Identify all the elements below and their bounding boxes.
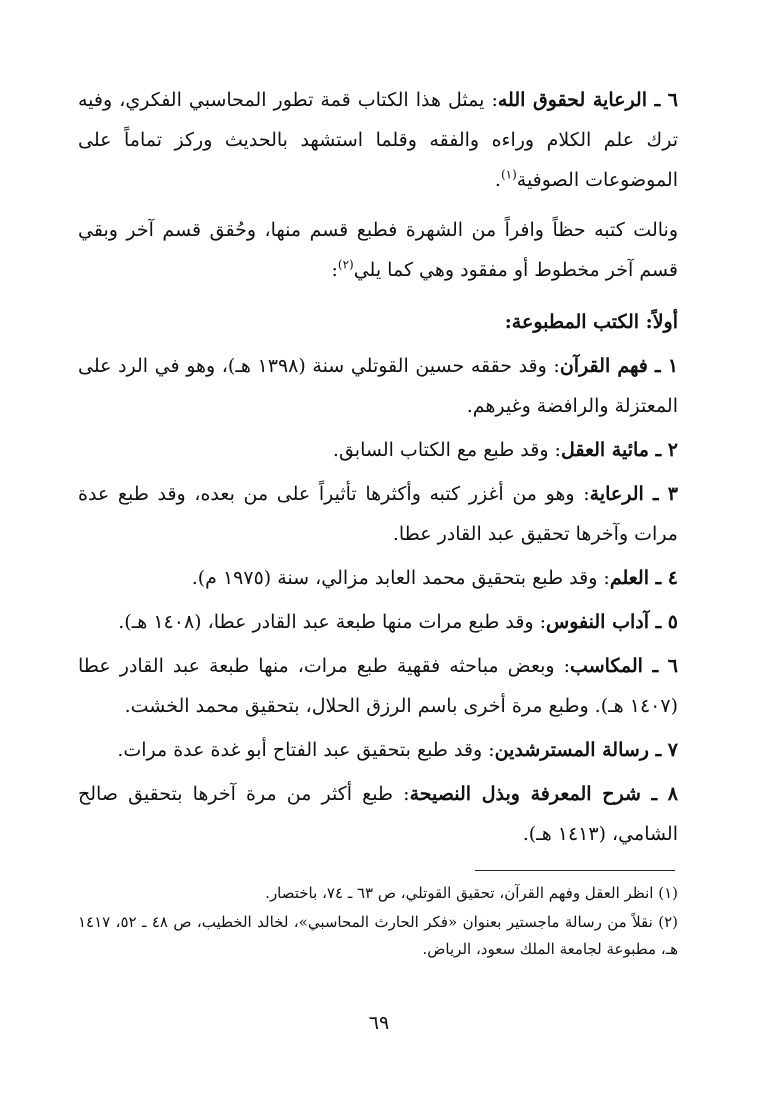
item-text: : وقد طبع بتحقيق محمد العابد مزالي، سنة (١٩٧٥ م). [191,567,610,589]
item-title: ٢ ـ مائية العقل [560,439,678,461]
item-title: ١ ـ فهم القرآن [559,355,679,377]
intro-text-2: ونالت كتبه حظاً وافراً من الشهرة فطبع قسم منها، وحُقق قسم آخر وبقي قسم آخر مخطوط أو مفقود وهي كما يلي [78,219,678,281]
item-text: : وقد طبع بتحقيق عبد الفتاح أبو غدة عدة مرات. [117,739,495,761]
list-item [78,730,678,770]
list-item [78,774,678,854]
footnote-ref-2[interactable]: (٢) [337,257,354,272]
intro-text: : يمثل هذا الكتاب قمة تطور المحاسبي الفكري، وفيه ترك علم الكلام وراءه والفقه وقلما استشهد بالحديث وركز تماماً على الموضوعات الصوفية [78,89,678,191]
list-item [78,646,678,726]
intro-paragraph-2 [78,210,678,290]
item-text: : وقد طبع مرات منها طبعة عبد القادر عطا، (١٤٠٨ هـ). [118,611,547,633]
item-text: : وقد طبع مع الكتاب السابق. [332,439,561,461]
intro-end: . [494,169,501,191]
footnote-divider [475,870,675,871]
item-title: ٥ ـ آداب النفوس [546,611,678,633]
footnote-2: (٢) نقلاً من رسالة ماجستير بعنوان «فكر الحارث المحاسبي»، لخالد الخطيب، ص ٤٨ ـ ٥٢، ١٤١٧ هـ، مطبوعة لجامعة الملك سعود، الرياض. [78,913,679,958]
item-text: : وبعض مباحثه فقهية طبع مرات، منها طبعة عبد القادر عطا (١٤٠٧ هـ). وطبع مرة أخرى باسم الرزق الحلال، بتحقيق محمد الخشت. [78,655,678,717]
intro-title: ٦ ـ الرعاية لحقوق الله [497,89,678,111]
item-title: ٦ ـ المكاسب [570,655,678,677]
item-text: : وهو من أغزر كتبه وأكثرها تأثيراً على من بعده، وقد طبع عدة مرات وآخرها تحقيق عبد القادر عطا. [78,483,678,545]
footnote-ref-1[interactable]: (١) [500,167,517,182]
footnote-1: (١) انظر العقل وفهم القرآن، تحقيق القوتلي، ص ٦٣ ـ ٧٤، باختصار. [265,884,678,902]
item-title: ٣ ـ الرعاية [589,483,678,505]
main-text [78,80,678,854]
section-heading: أولاً: الكتب المطبوعة: [504,311,678,333]
footnotes [78,880,678,965]
list-item [78,346,678,426]
item-text: : طبع أكثر من مرة آخرها بتحقيق صالح الشامي، (١٤١٣ هـ). [78,783,678,845]
intro-paragraph-1 [78,80,678,200]
item-text: : وقد حققه حسين القوتلي سنة (١٣٩٨ هـ)، وهو في الرد على المعتزلة والرافضة وغيرهم. [78,355,678,417]
page-number: ٦٩ [368,1012,390,1034]
item-title: ٧ ـ رسالة المسترشدين [494,739,678,761]
list-item [78,602,678,642]
list-item [78,430,678,470]
intro-end-2: : [331,259,338,281]
list-item [78,474,678,554]
item-title: ٨ ـ شرح المعرفة وبذل النصيحة [409,783,679,805]
item-title: ٤ ـ العلم [609,567,678,589]
list-item [78,558,678,598]
